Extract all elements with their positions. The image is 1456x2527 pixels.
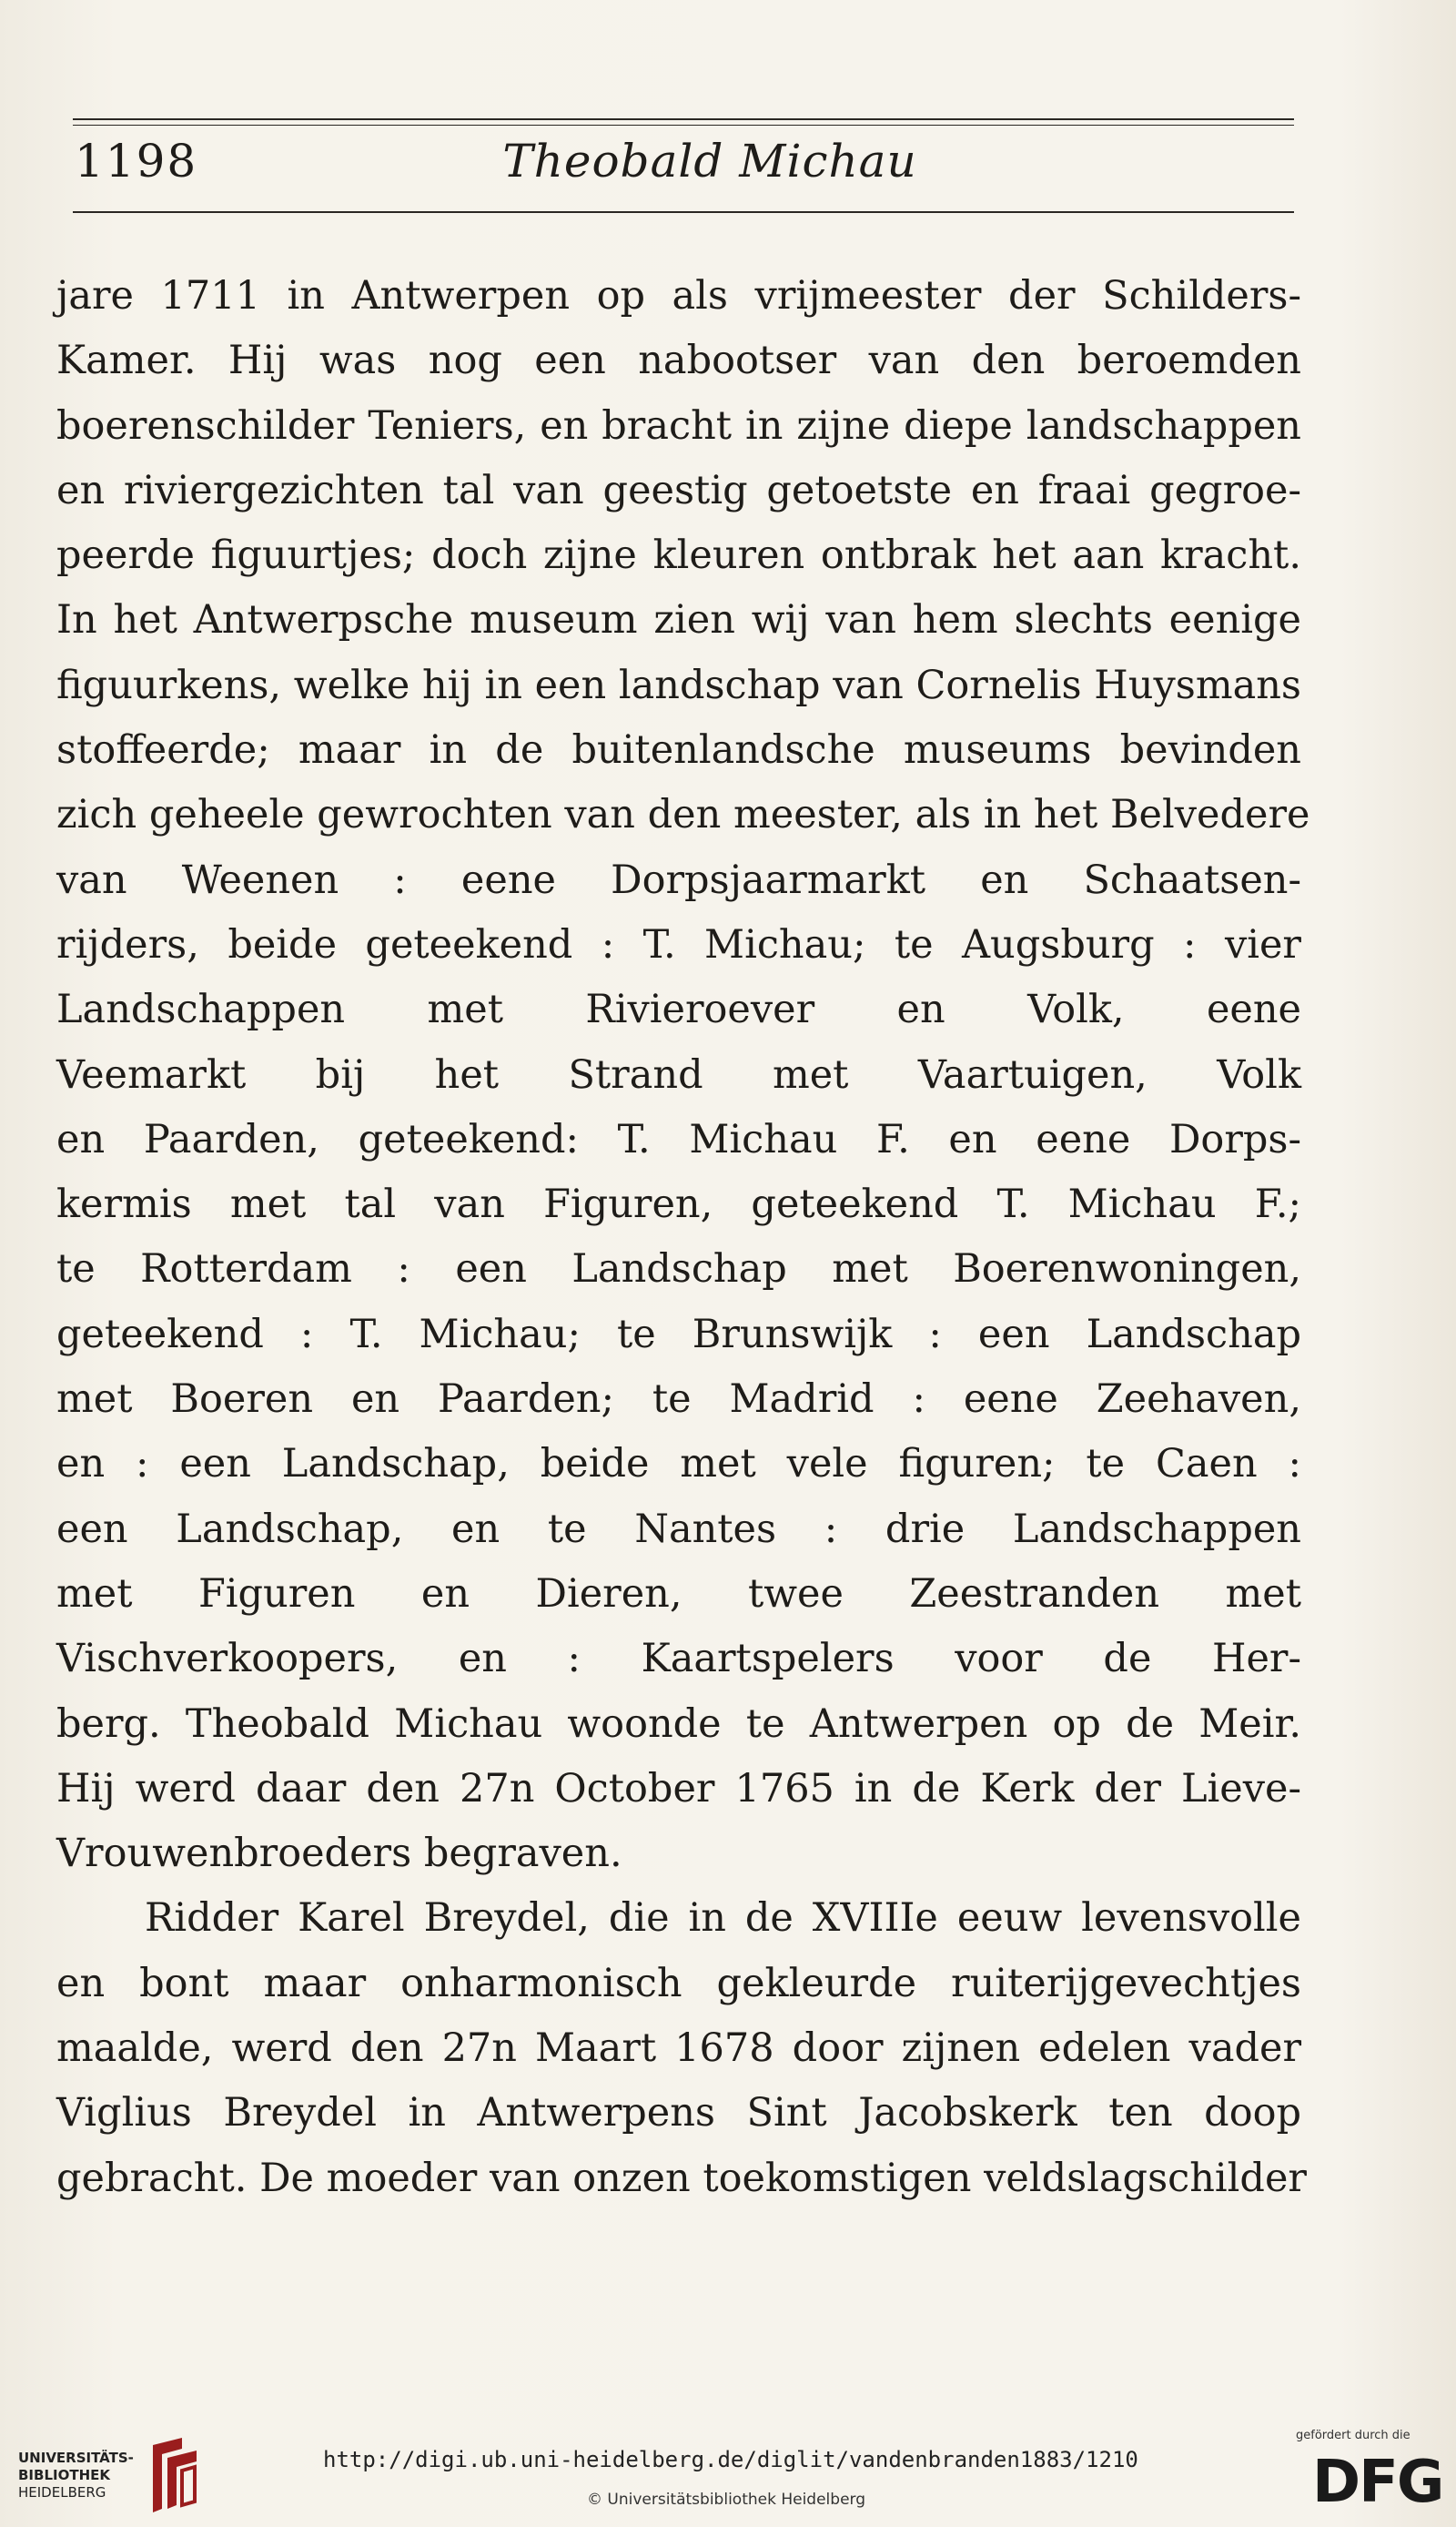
text-line: figuurkens, welke hij in een landschap van Cornelis Huysmans	[56, 662, 1301, 708]
text-line: geteekend : T. Michau; te Brunswijk : een Landschap	[56, 1311, 1301, 1357]
header-rule	[73, 211, 1294, 213]
top-rule-thin	[73, 125, 1294, 126]
text-line: en bont maar onharmonisch gekleurde ruiterijgevechtjes	[56, 1960, 1301, 2006]
text-line: maalde, werd den 27n Maart 1678 door zijnen edelen vader	[56, 2025, 1301, 2072]
text-line: kermis met tal van Figuren, geteekend T. Michau F.;	[56, 1182, 1301, 1228]
library-name-line: HEIDELBERG	[18, 2484, 106, 2501]
text-line: peerde figuurtjes; doch zijne kleuren ontbrak het aan kracht.	[56, 533, 1301, 579]
text-line: met Boeren en Paarden; te Madrid : eene Zeehaven,	[56, 1376, 1301, 1423]
text-line: In het Antwerpsche museum zien wij van hem slechts eenige	[56, 597, 1301, 644]
text-line: Kamer. Hij was nog een nabootser van den beroemden	[56, 338, 1301, 384]
text-line: Viglius Breydel in Antwerpens Sint Jacobskerk ten doop	[56, 2090, 1301, 2136]
source-url[interactable]: http://digi.ub.uni-heidelberg.de/diglit/vandenbranden1883/1210	[323, 2447, 1138, 2472]
text-line: jare 1711 in Antwerpen op als vrijmeester der Schilders-	[56, 273, 1301, 319]
text-line: Veemarkt bij het Strand met Vaartuigen, Volk	[56, 1051, 1301, 1098]
text-line: stoffeerde; maar in de buitenlandsche museums bevinden	[56, 727, 1301, 774]
text-line: en : een Landschap, beide met vele figuren; te Caen :	[56, 1441, 1301, 1487]
text-line: rijders, beide geteekend : T. Michau; te Augsburg : vier	[56, 921, 1301, 968]
text-line: met Figuren en Dieren, twee Zeestranden met	[56, 1570, 1301, 1617]
text-line: berg. Theobald Michau woonde te Antwerpen op de Meir.	[56, 1700, 1301, 1747]
text-line: een Landschap, en te Nantes : drie Landschappen	[56, 1506, 1301, 1552]
text-line: en Paarden, geteekend: T. Michau F. en eene Dorps-	[56, 1116, 1301, 1162]
copyright-notice: © Universitätsbibliothek Heidelberg	[587, 2491, 866, 2509]
library-name-line: BIBLIOTHEK	[18, 2467, 110, 2483]
text-line: en riviergezichten tal van geestig getoetste en fraai gegroe-	[56, 467, 1301, 513]
text-line: Vischverkoopers, en : Kaartspelers voor de Her-	[56, 1636, 1301, 1682]
library-name-line: UNIVERSITÄTS-	[18, 2450, 134, 2466]
body-text	[56, 264, 1310, 2211]
library-logo-icon	[146, 2436, 202, 2514]
funding-caption: gefördert durch die	[1296, 2429, 1410, 2442]
text-line: zich geheele gewrochten van den meester, als in het Belvedere	[56, 792, 1310, 838]
library-name	[18, 2450, 134, 2502]
top-rule	[73, 118, 1294, 120]
text-line: te Rotterdam : een Landschap met Boerenwoningen,	[56, 1246, 1301, 1293]
running-head: Theobald Michau	[502, 135, 917, 188]
text-line: Landschappen met Rivieroever en Volk, eene	[56, 987, 1301, 1033]
text-line: Hij werd daar den 27n October 1765 in de Kerk der Lieve-	[56, 1765, 1301, 1812]
text-line: boerenschilder Teniers, en bracht in zijne diepe landschappen	[56, 402, 1301, 449]
text-line: gebracht. De moeder van onzen toekomstigen veldslagschilder	[56, 2155, 1307, 2201]
text-line: van Weenen : eene Dorpsjaarmarkt en Schaatsen-	[56, 857, 1301, 903]
text-line: Ridder Karel Breydel, die in de XVIIIe eeuw levensvolle	[145, 1895, 1301, 1942]
page-number: 1198	[75, 135, 198, 188]
dfg-logo: DFG	[1312, 2449, 1443, 2516]
text-line: Vrouwenbroeders begraven.	[56, 1831, 622, 1877]
